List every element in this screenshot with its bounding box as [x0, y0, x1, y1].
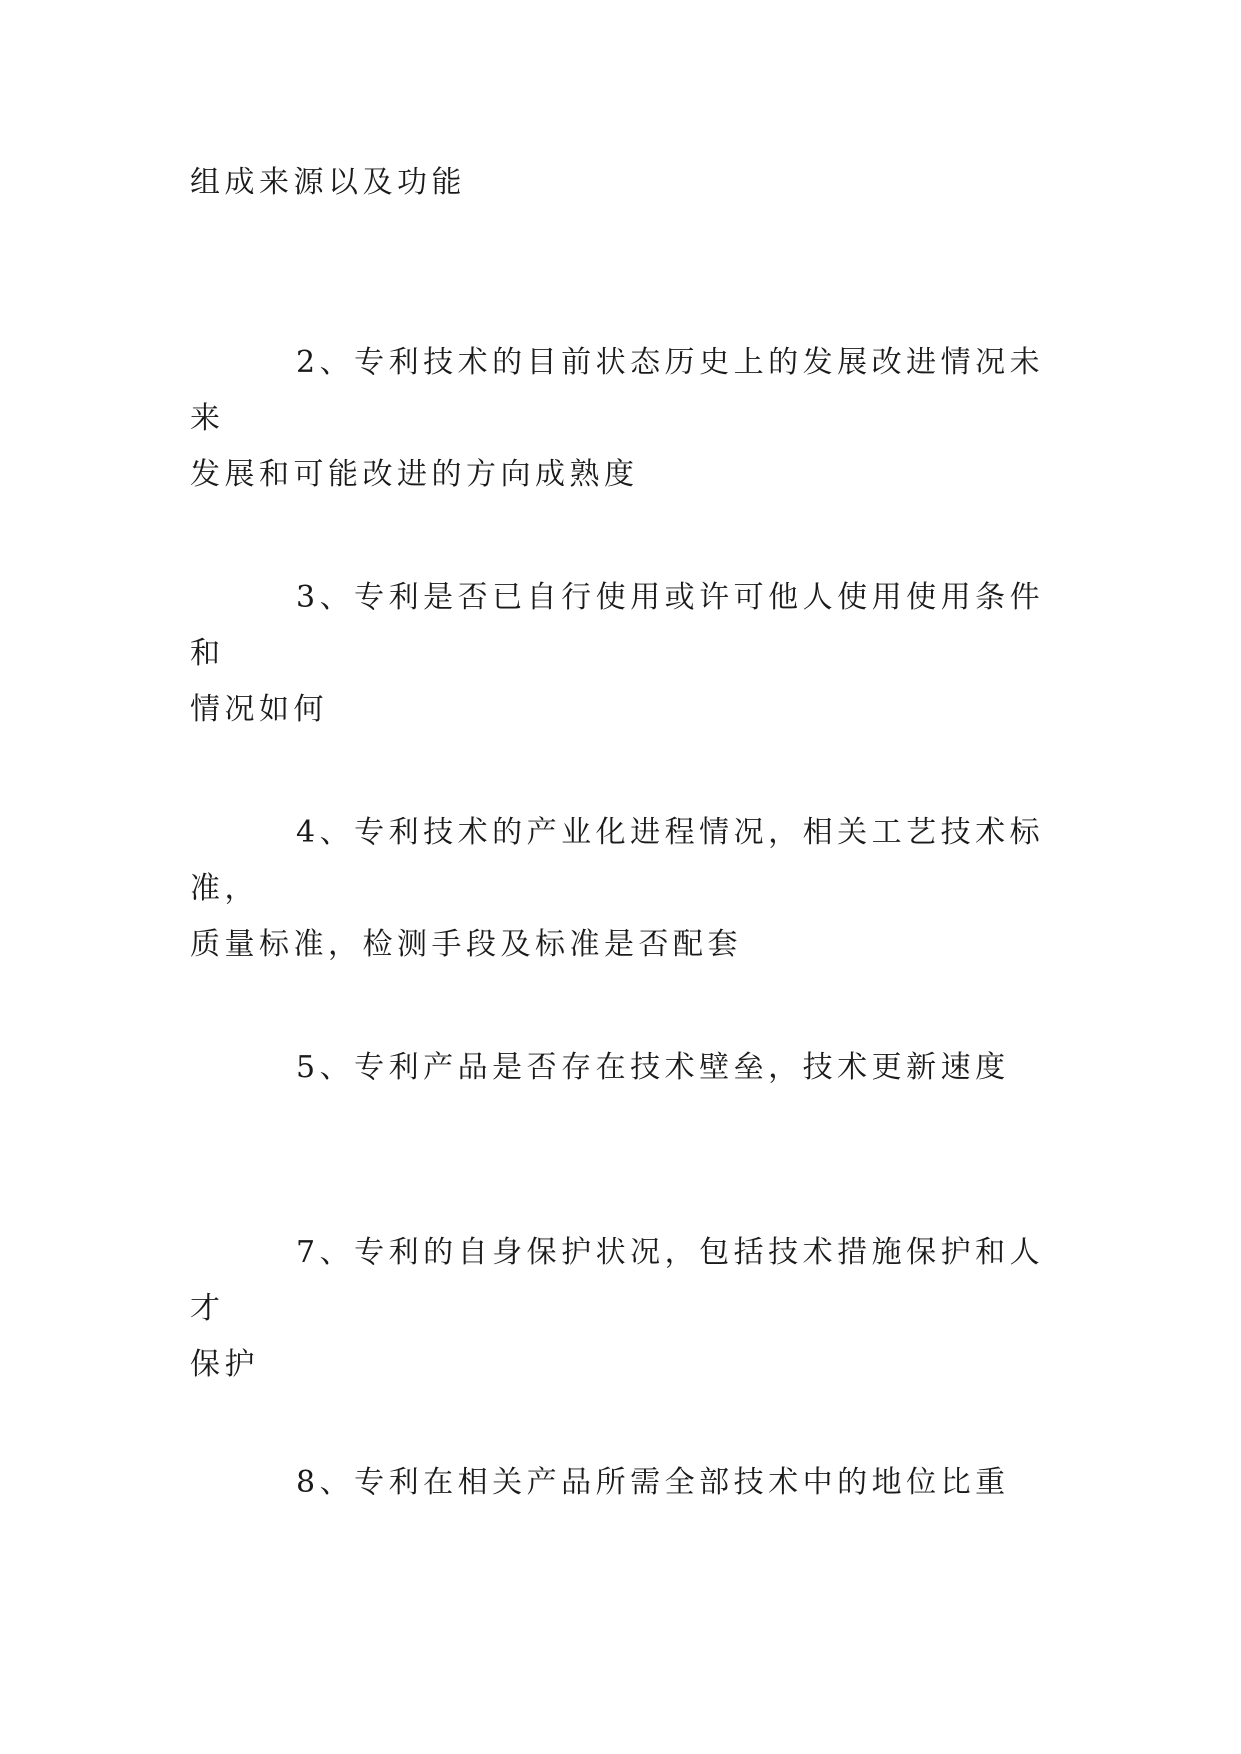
- paragraph-item-4: [190, 805, 1060, 973]
- paragraph-line: 发展和可能改进的方向成熟度: [190, 457, 639, 492]
- paragraph-item-2: [190, 335, 1060, 503]
- paragraph-line: 4、专利技术的产业化进程情况，相关工艺技术标准，: [190, 815, 1045, 906]
- paragraph-line: 保护: [190, 1347, 259, 1382]
- paragraph-line: 组成来源以及功能: [190, 165, 466, 200]
- paragraph-continuation: [190, 155, 1060, 211]
- paragraph-line: 3、专利是否已自行使用或许可他人使用使用条件和: [190, 580, 1045, 671]
- paragraph-line: 质量标准，检测手段及标准是否配套: [190, 927, 742, 962]
- paragraph-item-5: [190, 1040, 1060, 1096]
- paragraph-line: 5、专利产品是否存在技术壁垒，技术更新速度: [296, 1050, 1010, 1085]
- paragraph-item-7: [190, 1225, 1060, 1393]
- paragraph-line: 情况如何: [190, 692, 328, 727]
- paragraph-item-3: [190, 570, 1060, 738]
- paragraph-line: 7、专利的自身保护状况，包括技术措施保护和人才: [190, 1235, 1045, 1326]
- paragraph-line: 2、专利技术的目前状态历史上的发展改进情况未来: [190, 345, 1045, 436]
- paragraph-item-8: [190, 1455, 1060, 1511]
- paragraph-line: 8、专利在相关产品所需全部技术中的地位比重: [296, 1465, 1010, 1500]
